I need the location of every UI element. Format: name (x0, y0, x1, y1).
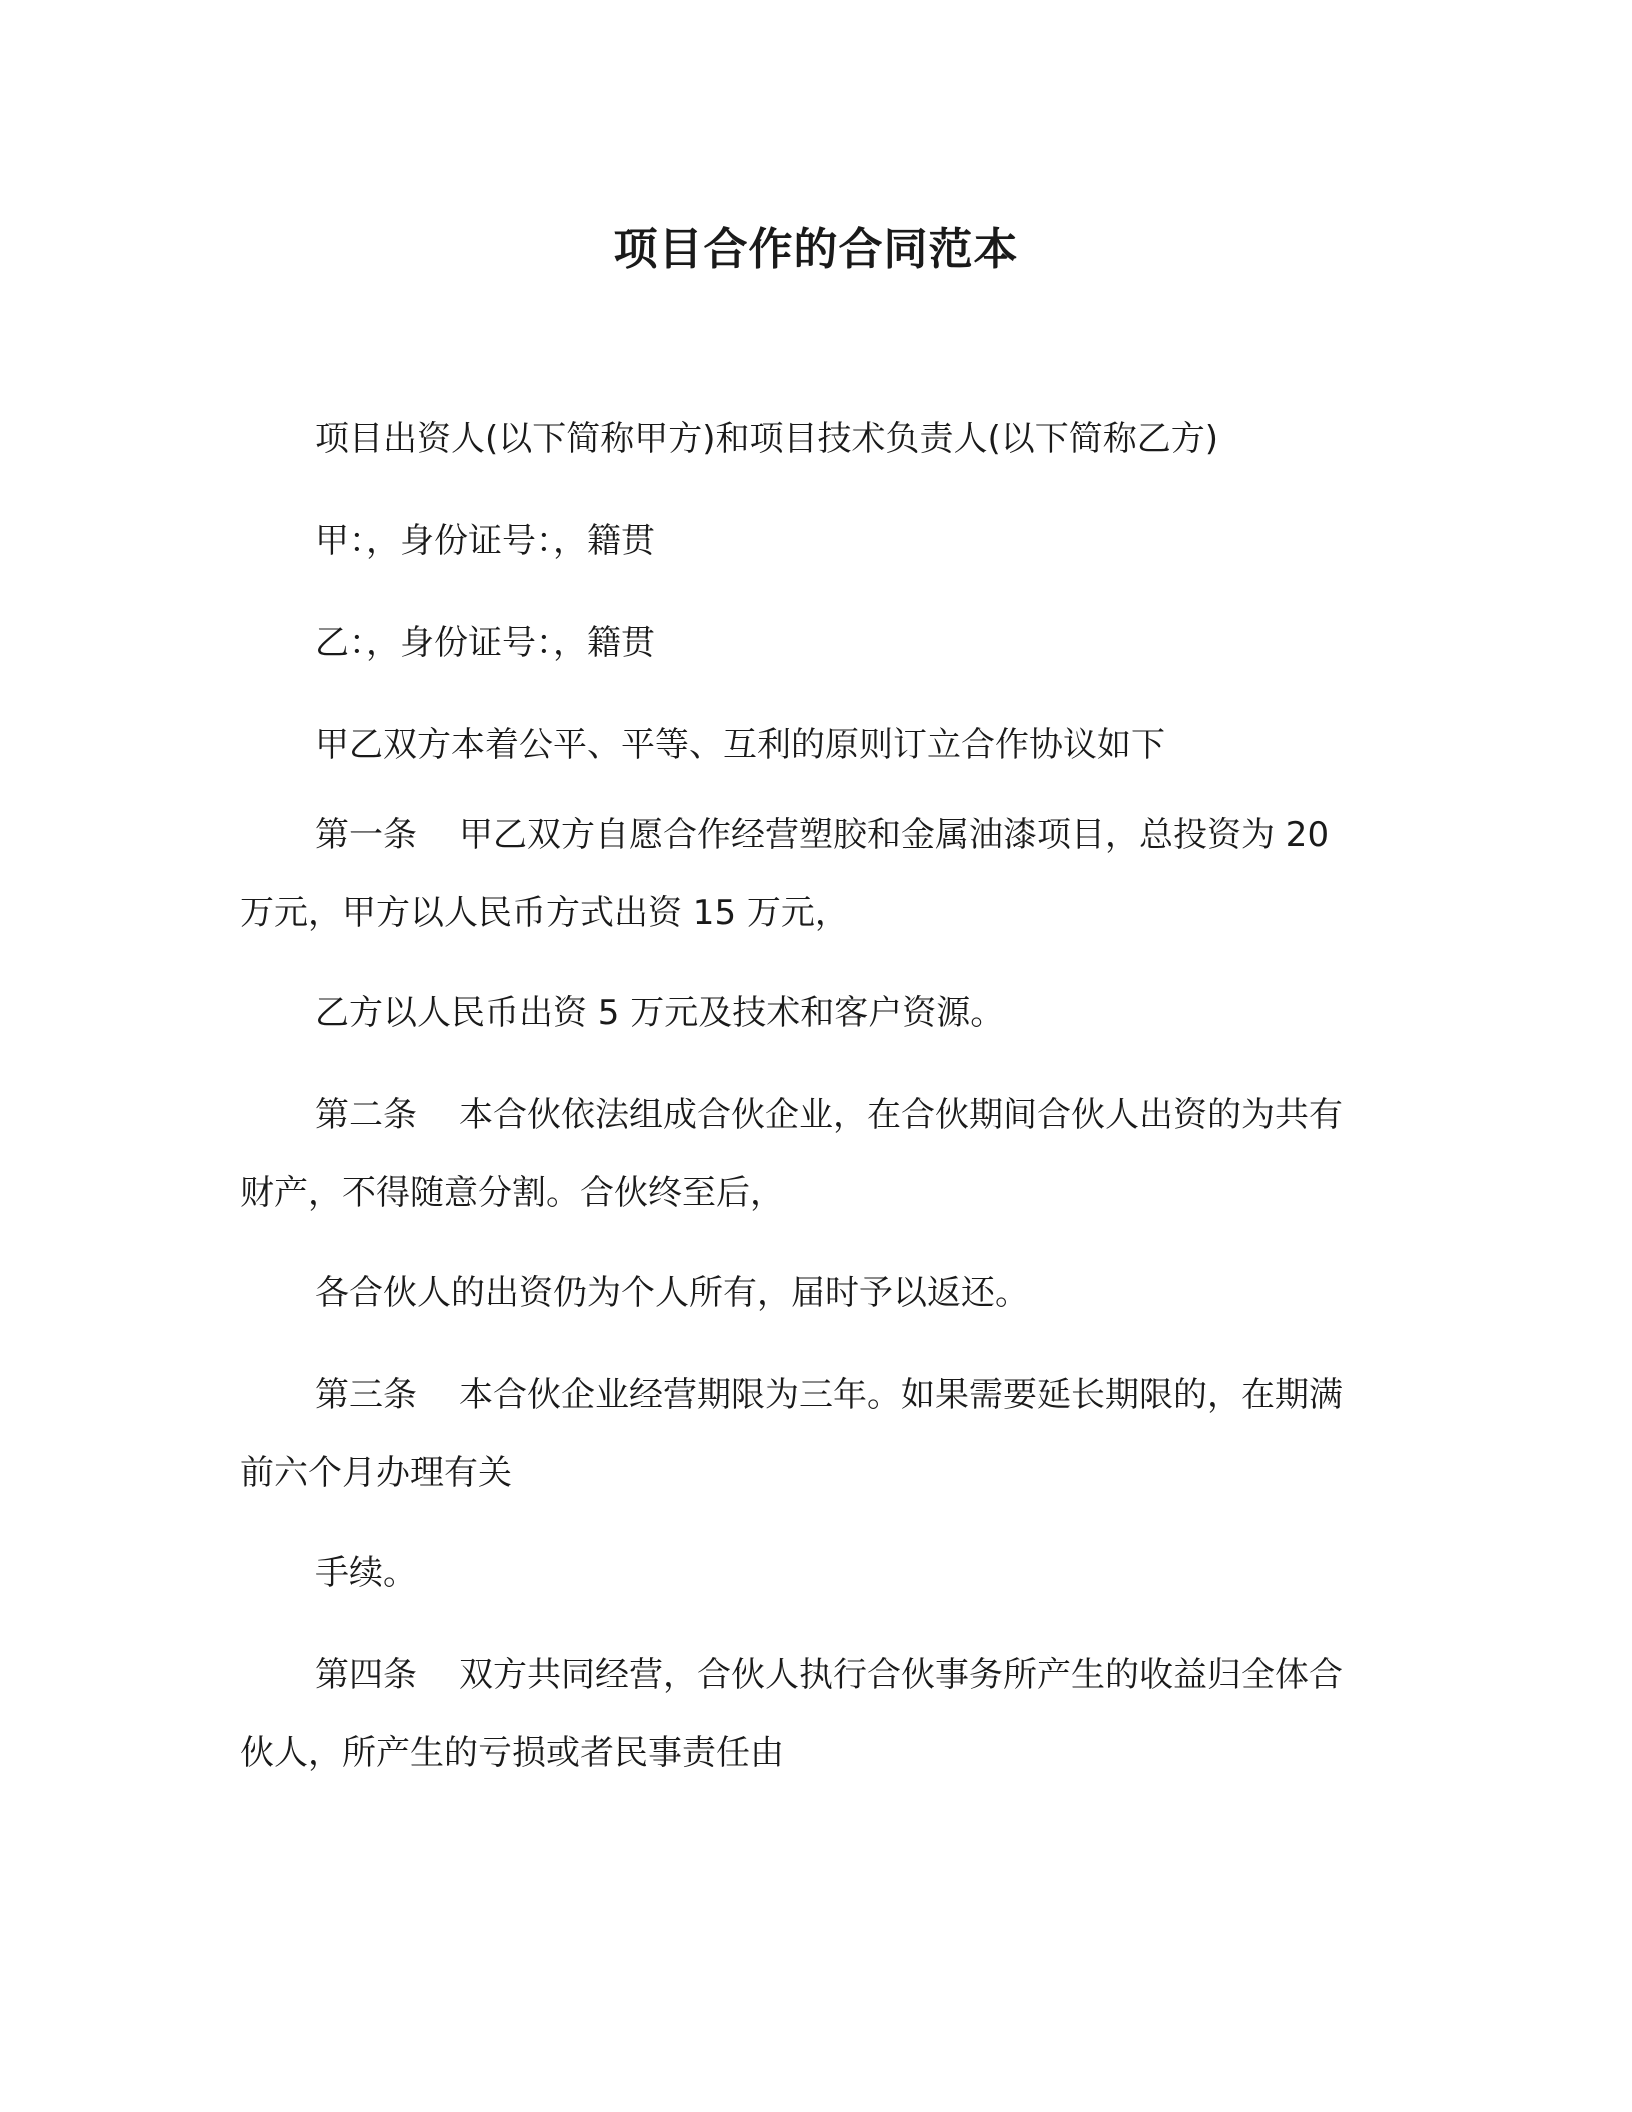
article-4-heading: 第四条 (315, 1655, 417, 1695)
document-title: 项目合作的合同范本 (613, 224, 1019, 275)
article-3-heading: 第三条 (315, 1375, 417, 1415)
article-3-paragraph (240, 1356, 1360, 1512)
article-3-text: 本合伙企业经营期限为三年。如果需要延长期限的，在期满前六个月办理有关 (240, 1375, 1343, 1493)
article-1-text: 甲乙双方自愿合作经营塑胶和金属油漆项目，总投资为 20 万元，甲方以人民币方式出资 15 万元， (240, 815, 1330, 933)
article-1-continuation: 乙方以人民币出资 5 万元及技术和客户资源。 (315, 993, 1005, 1033)
article-1-paragraph (240, 796, 1360, 952)
article-2-text: 本合伙依法组成合伙企业，在合伙期间合伙人出资的为共有财产，不得随意分割。合伙终至后， (240, 1095, 1343, 1213)
party-a-line: 甲：，身份证号：，籍贯 (315, 521, 655, 561)
article-4-text: 双方共同经营，合伙人执行合伙事务所产生的收益归全体合伙人，所产生的亏损或者民事责任由 (240, 1655, 1343, 1773)
party-b-line: 乙：，身份证号：，籍贯 (315, 623, 655, 663)
article-2-continuation: 各合伙人的出资仍为个人所有，届时予以返还。 (315, 1273, 1029, 1313)
article-1-heading: 第一条 (315, 815, 417, 855)
intro-paragraph: 项目出资人(以下简称甲方)和项目技术负责人(以下简称乙方) (315, 419, 1219, 459)
principle-paragraph: 甲乙双方本着公平、平等、互利的原则订立合作协议如下 (315, 725, 1165, 765)
article-2-heading: 第二条 (315, 1095, 417, 1135)
article-2-paragraph (240, 1076, 1360, 1232)
article-3-continuation: 手续。 (315, 1553, 417, 1593)
article-4-paragraph (240, 1636, 1360, 1792)
